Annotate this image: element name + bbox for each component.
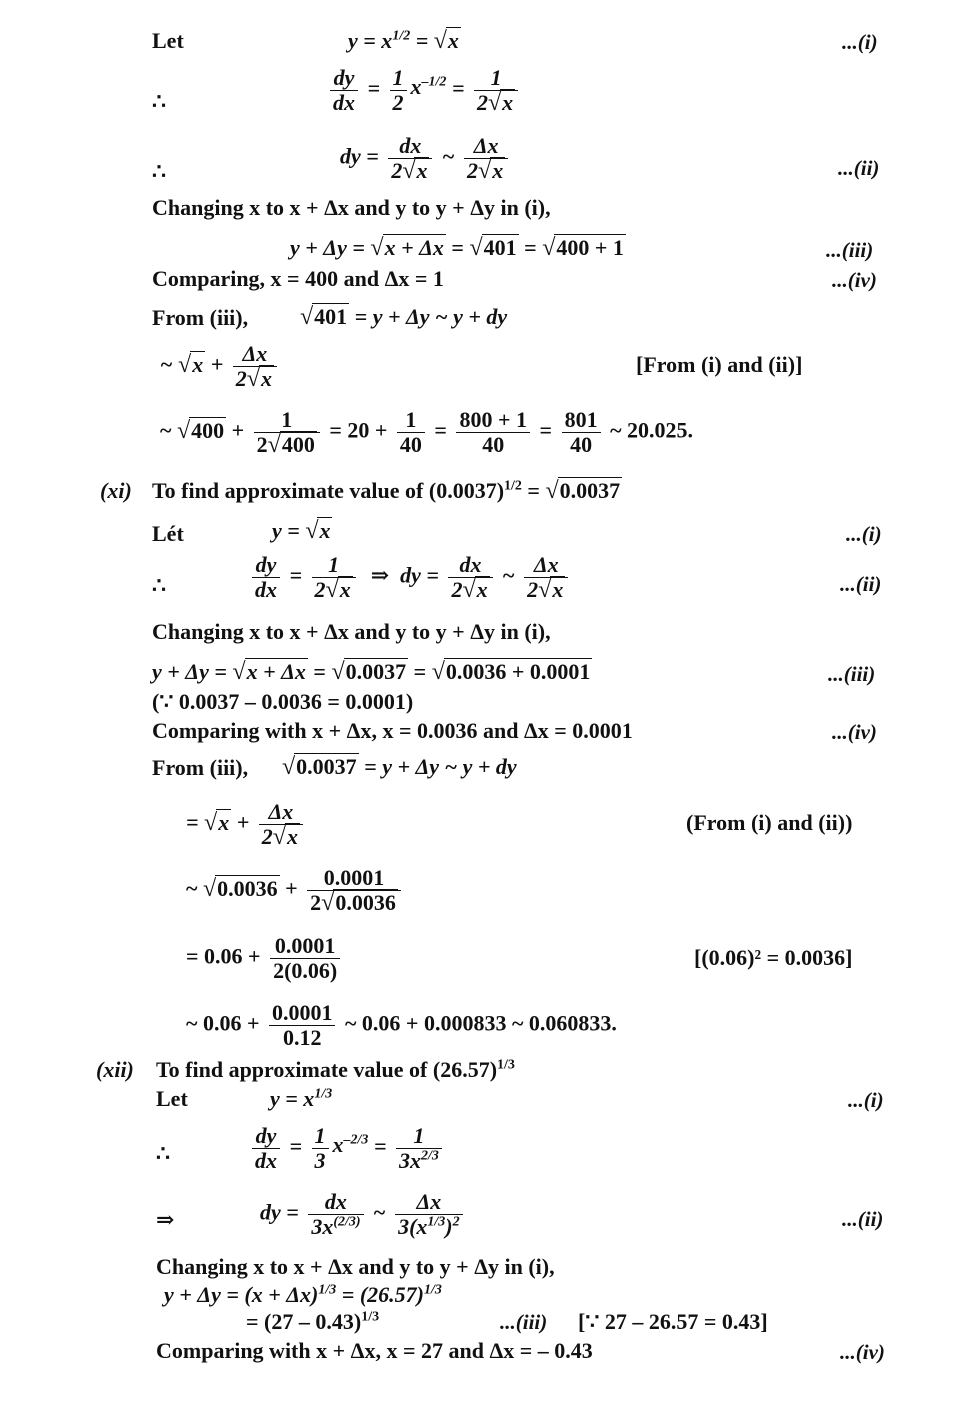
- s2-result: ~ 0.06 + 0.000833 ~ 0.060833.: [344, 1010, 617, 1036]
- s2-eq-y: y = √x: [272, 518, 331, 544]
- s2-label: (xi): [100, 478, 132, 503]
- s2-ref-ii: ...(ii): [840, 572, 882, 596]
- s3-because: [∵ 27 – 26.57 = 0.43]: [578, 1309, 768, 1334]
- s3-implies: ⇒: [156, 1207, 175, 1232]
- s2-ref-iii: ...(iii): [828, 662, 876, 686]
- s3-derivative: $\frac{dy}{dx}$ = $\frac{1}{3}$ $x^{-2/3}$ = $\frac{1}{3x^{2/3}}$: [248, 1124, 446, 1173]
- s2-from-eq: √0.0037 = y + Δy ~ y + dy: [282, 754, 517, 780]
- s1-from-label: From (iii),: [152, 305, 249, 330]
- s2-derivative: $\frac{dy}{dx}$ = $\frac{1}{2√x}$ ⇒ dy = $\frac{dx}{2√x}$ ~ $\frac{\Delta x}{2√x}$: [248, 553, 572, 602]
- s2-ref-i: ...(i): [846, 522, 882, 546]
- s1-ref-i: ...(i): [842, 30, 878, 54]
- s1-ref-iv: ...(iv): [832, 268, 877, 292]
- s3-comparing: Comparing with x + Δx, x = 27 and Δx = – 0.43: [156, 1338, 593, 1363]
- s1-ref-ii: ...(ii): [838, 156, 880, 180]
- s2-let: Lét: [152, 521, 184, 546]
- s2-from-label: From (iii),: [152, 755, 249, 780]
- s2-because: (∵ 0.0037 – 0.0036 = 0.0001): [152, 689, 414, 714]
- s2-ref-iv: ...(iv): [832, 720, 877, 744]
- s2-approx-4: ~ 0.06 + $\frac{0.0001}{0.12}$ ~ 0.06 + 0.000833 ~ 0.060833.: [186, 1000, 617, 1050]
- s2-increment: y + Δy = √x + Δx = √0.0037 = √0.0036 + 0.0001: [152, 659, 591, 685]
- s3-label: (xii): [96, 1057, 134, 1082]
- s3-dy: dy = $\frac{dx}{3x^{(2/3)}}$ ~ $\frac{\Delta x}{3(x^{1/3})^2}$: [260, 1190, 467, 1239]
- s3-ref-iii: ...(iii): [500, 1310, 548, 1334]
- s1-approx-1: ~ √x + $\frac{\Delta x}{2√x}$: [160, 342, 281, 391]
- s2-approx-3: = 0.06 + $\frac{0.0001}{2(0.06)}$: [186, 934, 344, 983]
- s1-therefore-2: ∴: [152, 159, 166, 184]
- s2-therefore: ∴: [152, 573, 166, 598]
- s2-from-i-ii: (From (i) and (ii)): [686, 810, 853, 835]
- s2-comparing: Comparing with x + Δx, x = 0.0036 and Δx = 0.0001: [152, 718, 633, 743]
- s3-line1: $y + \Delta y = (x + \Delta x)^{1/3} = (26.57)^{1/3}$: [164, 1282, 442, 1307]
- s1-therefore-1: ∴: [152, 89, 166, 114]
- s2-heading-text: To find approximate value of (0.0037): [152, 478, 505, 503]
- s3-line2: = (27 – 0.43)$^{1/3}$: [246, 1309, 380, 1334]
- s3-ref-iv: ...(iv): [840, 1340, 885, 1364]
- s3-heading-text: To find approximate value of (26.57): [156, 1057, 498, 1082]
- s1-from-i-ii: [From (i) and (ii)]: [636, 352, 803, 377]
- s1-comparing: Comparing, x = 400 and Δx = 1: [152, 266, 444, 291]
- s1-derivative: $\frac{dy}{dx}$ = $\frac{1}{2}$ $x^{-1/2}$ = $\frac{1}{2√x}$: [326, 66, 522, 115]
- s3-changing: Changing x to x + Δx and y to y + Δy in (i),: [156, 1254, 555, 1279]
- s3-therefore: ∴: [156, 1141, 170, 1166]
- s1-dy: dy = $\frac{dx}{2√x}$ ~ $\frac{\Delta x}{2√x}$: [340, 134, 512, 183]
- s1-changing: Changing x to x + Δx and y to y + Δy in (i),: [152, 195, 551, 220]
- s2-heading: To find approximate value of $(0.0037)^{1/2} = √0.0037$: [152, 478, 621, 504]
- s1-result: ~ 20.025.: [610, 417, 694, 443]
- s2-changing: Changing x to x + Δx and y to y + Δy in (i),: [152, 619, 551, 644]
- s3-let: Let: [156, 1086, 188, 1111]
- s2-approx-1: = √x + $\frac{\Delta x}{2√x}$: [186, 800, 307, 849]
- s2-square: [(0.06)² = 0.0036]: [694, 945, 853, 970]
- s1-ref-iii: ...(iii): [826, 238, 874, 262]
- s3-heading: To find approximate value of $(26.57)^{1/3}$: [156, 1057, 515, 1082]
- s1-eq-y: $y = x^{1/2} = √x$: [348, 28, 459, 54]
- s2-approx-2: ~ √0.0036 + $\frac{0.0001}{2√0.0036}$: [186, 866, 405, 915]
- s1-from-eq: √401 = y + Δy ~ y + dy: [300, 304, 508, 330]
- s1-let: Let: [152, 28, 184, 53]
- s3-line2-text: = (27 – 0.43): [246, 1309, 362, 1334]
- s3-line1-text: y + Δy = (x + Δx): [164, 1282, 319, 1307]
- s1-increment: y + Δy = √x + Δx = √401 = √400 + 1: [290, 235, 624, 261]
- s3-eq-y: $y = x^{1/3}$: [270, 1086, 333, 1111]
- s3-ref-i: ...(i): [848, 1088, 884, 1112]
- s3-ref-ii: ...(ii): [842, 1207, 884, 1231]
- s1-approx-2: ~ √400 + $\frac{1}{2√400}$ = 20 + $\frac{1}{40}$ = $\frac{800 + 1}{40}$ = $\frac{801}{40}$ ~ 20.025.: [160, 407, 694, 458]
